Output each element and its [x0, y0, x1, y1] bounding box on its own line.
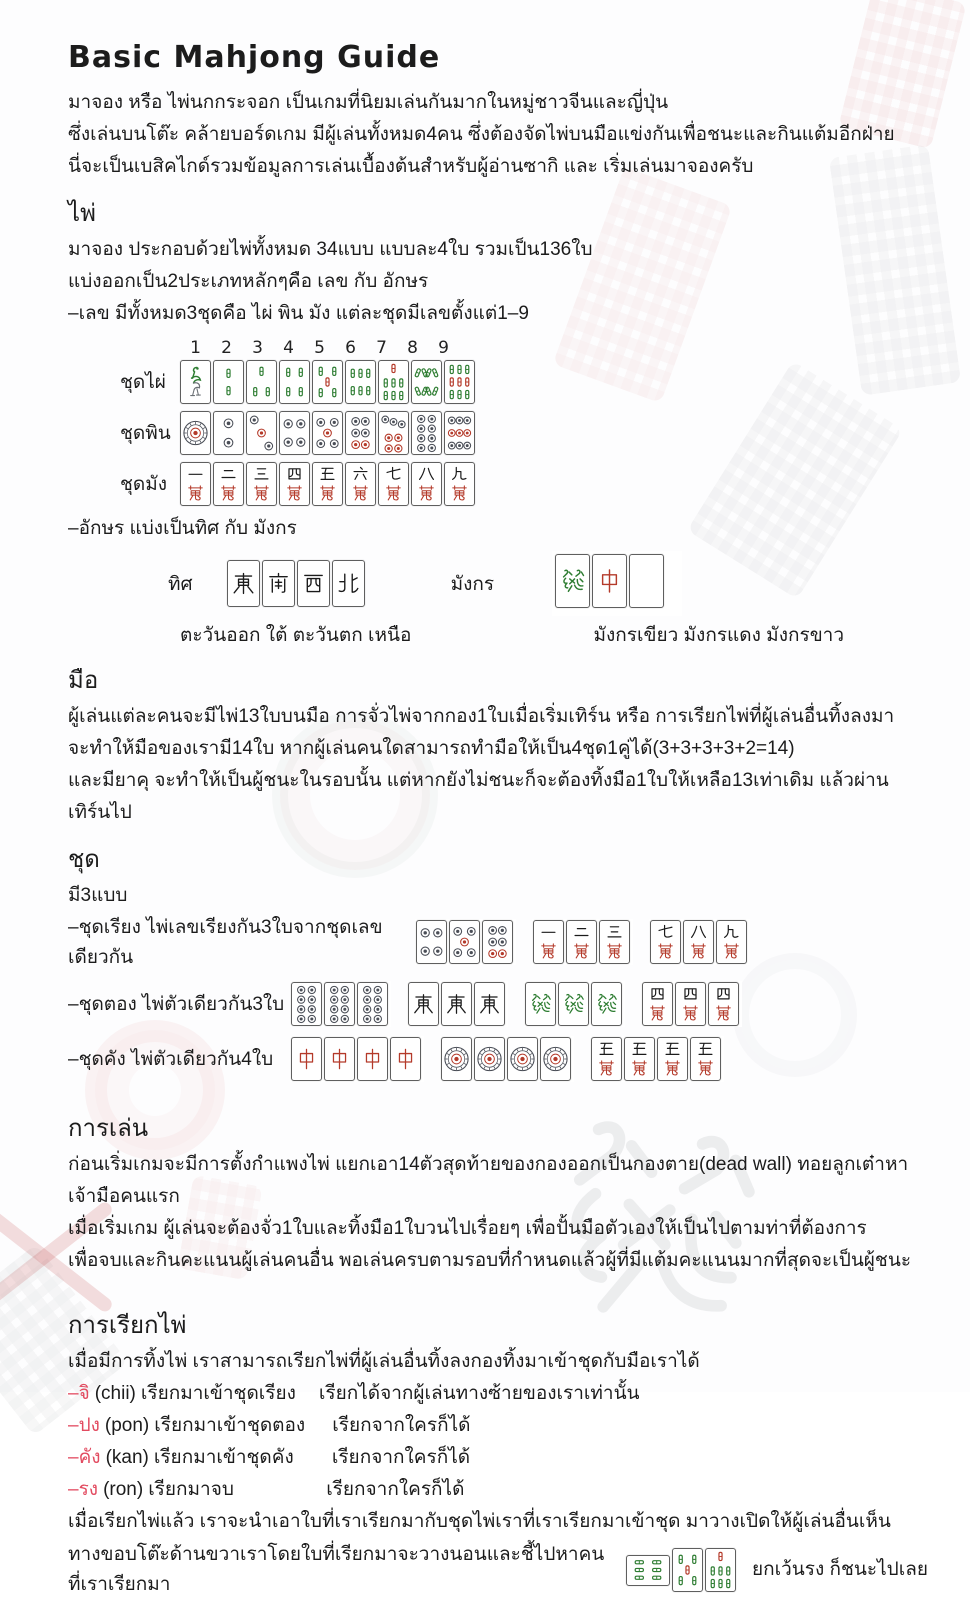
mahjong-tile-m5	[690, 1037, 721, 1081]
tile-group	[649, 919, 750, 965]
winds-dragons-row	[68, 551, 928, 616]
call-roman: (kan)	[105, 1447, 149, 1468]
intro-line: มาจอง หรือ ไพ่นกกระจอก เป็นเกมที่นิยมเล่นกันมากในหมู่ชาวจีนและญี่ปุ่น	[68, 92, 669, 113]
tile-number-label: 2	[221, 338, 232, 358]
mahjong-tile-m4	[642, 982, 673, 1026]
tile-group	[415, 919, 516, 965]
run-set-row	[68, 912, 928, 972]
call-desc: เรียกมาเข้าชุดเรียง	[140, 1383, 296, 1404]
mahjong-tile-m4	[708, 982, 739, 1026]
tile-group	[440, 1036, 574, 1082]
tile-group	[180, 462, 477, 506]
mahjong-tile-wS	[262, 560, 295, 607]
mahjong-tile-b6	[345, 360, 376, 404]
mahjong-tile-m4	[675, 982, 706, 1026]
intro-line: นี่จะเป็นเบสิคไกด์รวมข้อมูลการเล่นเบื้องต้นสำหรับผู้อ่านซากิ และ เริ่มเล่นมาจองครับ	[68, 156, 754, 177]
tile-number-labels	[180, 338, 928, 358]
mahjong-tile-b2	[213, 360, 244, 404]
set-label: –ชุดคัง ไพ่ตัวเดียวกัน4ใบ	[68, 1049, 274, 1070]
winds-label: ทิศ	[168, 573, 193, 595]
mahjong-tile-dG	[555, 554, 590, 608]
mahjong-tile-m3	[599, 920, 630, 964]
mahjong-tile-p6	[345, 411, 376, 455]
section-heading-sets: ชุด	[68, 846, 100, 873]
call-desc: เรียกมาเข้าชุดตอง	[154, 1415, 306, 1436]
tiles-line: แบ่งออกเป็น2ประเภทหลักๆคือ เลข กับ อักษร	[68, 271, 429, 292]
tile-number-label: 1	[190, 338, 201, 358]
dragons-label: มังกร	[450, 573, 495, 595]
call-roman: (ron)	[103, 1479, 144, 1500]
call-word: –จิ	[68, 1383, 90, 1404]
tiles-line: มาจอง ประกอบด้วยไพ่ทั้งหมด 34แบบ แบบละ4ใบ รวมเป็น136ใบ	[68, 239, 593, 260]
section-heading-hand: มือ	[68, 667, 99, 694]
mahjong-tile-b6-rotated	[626, 1555, 670, 1586]
mahjong-tile-wW	[297, 560, 330, 607]
mahjong-tile-m2	[566, 920, 597, 964]
section-heading-calls: การเรียกไพ่	[68, 1312, 187, 1339]
mahjong-tile-m2	[213, 462, 244, 506]
tile-number-label: 5	[314, 338, 325, 358]
mahjong-tile-dW	[629, 554, 664, 608]
call-desc: เรียกมาเข้าชุดคัง	[153, 1447, 294, 1468]
set-label: –ชุดตอง ไพ่ตัวเดียวกัน3ใบ	[68, 994, 285, 1015]
tile-group	[407, 981, 508, 1027]
character-suit-row	[68, 462, 928, 506]
call-line-ron	[68, 1474, 928, 1506]
call-rule: เรียกจากใครก็ได้	[331, 1447, 471, 1468]
section-heading-play: การเล่น	[68, 1115, 149, 1142]
mahjong-tile-m3	[246, 462, 277, 506]
mahjong-tile-p1	[474, 1037, 505, 1081]
mahjong-tile-p5	[449, 920, 480, 964]
mahjong-tile-b9	[444, 360, 475, 404]
mahjong-tile-p9	[444, 411, 475, 455]
mahjong-tile-m7	[650, 920, 681, 964]
tile-group	[290, 981, 391, 1027]
mahjong-tile-p4	[279, 411, 310, 455]
mahjong-tile-m8	[411, 462, 442, 506]
mahjong-tile-m7	[378, 462, 409, 506]
mahjong-tile-wN	[332, 560, 365, 607]
mahjong-tile-p1	[441, 1037, 472, 1081]
tile-number-label: 9	[438, 338, 449, 358]
page-title: Basic Mahjong Guide	[68, 40, 441, 75]
dragon-tile-group	[555, 554, 666, 608]
number-suits-line: –เลข มีทั้งหมด3ชุดคือ ไผ่ พิน มัง แต่ละชุดมีเลขตั้งแต่1–9	[68, 303, 529, 324]
mahjong-tile-dG	[525, 982, 556, 1026]
mahjong-tile-p8	[291, 982, 322, 1026]
mahjong-tile-m9	[444, 462, 475, 506]
letters-line: –อักษร แบ่งเป็นทิศ กับ มังกร	[68, 518, 297, 539]
called-meld-tile-group	[624, 1546, 740, 1594]
call-rule: เรียกได้จากผู้เล่นทางซ้ายของเราเท่านั้น	[318, 1383, 640, 1404]
mahjong-tile-m1	[180, 462, 211, 506]
call-word: –ปง	[68, 1415, 100, 1436]
call-rule: เรียกจากใครก็ได้	[326, 1479, 465, 1500]
tile-group	[180, 360, 477, 404]
mahjong-tile-p8	[411, 411, 442, 455]
closing-row	[68, 1540, 928, 1600]
mahjong-tile-m6	[345, 462, 376, 506]
mahjong-tile-m9	[716, 920, 747, 964]
circle-suit-row	[68, 411, 928, 455]
play-line: เพื่อจบและกินคะแนนผู้เล่นคนอื่น พอเล่นครบตามรอบที่กำหนดแล้วผู้ที่มีแต้มคะแนนมากที่สุดจะเป็นผู้ชนะ	[68, 1250, 912, 1271]
hand-line: ผู้เล่นแต่ละคนจะมีไพ่13ใบบนมือ การจั่วไพ่จากกอง1ใบเมื่อเริ่มเทิร์น หรือ การเรียกไพ่ที่ผู้เล่นอื่นทิ้งลงมา	[68, 706, 895, 727]
mahjong-tile-dG	[558, 982, 589, 1026]
mahjong-tile-p8	[357, 982, 388, 1026]
tile-number-label: 6	[345, 338, 356, 358]
tile-group	[532, 919, 633, 965]
mahjong-tile-m4	[279, 462, 310, 506]
wind-tile-group	[227, 560, 367, 607]
call-line-pon	[68, 1410, 928, 1442]
closing-tail: ยกเว้นรง ก็ชนะไปเลย	[751, 1559, 928, 1580]
call-word: –รง	[68, 1479, 99, 1500]
mahjong-tile-p7	[378, 411, 409, 455]
tile-group	[180, 411, 477, 455]
tile-group	[641, 981, 742, 1027]
mahjong-tile-dG	[591, 982, 622, 1026]
mahjong-tile-dR	[324, 1037, 355, 1081]
mahjong-tile-m5	[657, 1037, 688, 1081]
set-label: –ชุดเรียง ไพ่เลขเรียงกัน3ใบจากชุดเลขเดียวกัน	[68, 917, 383, 968]
tile-number-label: 4	[283, 338, 294, 358]
play-line: เมื่อเริ่มเกม ผู้เล่นจะต้องจั่ว1ใบและทิ้งมือ1ใบวนไปเรื่อยๆ เพื่อปั้นมือตัวเองให้เป็นไปตามท่าที่ต้องการ	[68, 1218, 867, 1239]
mahjong-tile-p6	[482, 920, 513, 964]
call-roman: (pon)	[104, 1415, 150, 1436]
winds-caption: ตะวันออก ใต้ ตะวันตก เหนือ	[180, 625, 412, 646]
calls-intro: เมื่อมีการทิ้งไพ่ เราสามารถเรียกไพ่ที่ผู้เล่นอื่นทิ้งลงกองทิ้งมาเข้าชุดกับมือเราได้	[68, 1351, 700, 1372]
mahjong-tile-dR	[291, 1037, 322, 1081]
closing-line2: ทางขอบโต๊ะด้านขวาเราโดยใบที่เรียกมาจะวางนอนและชี้ไปหาคนที่เราเรียกมา	[68, 1544, 605, 1595]
tile-group	[524, 981, 625, 1027]
intro-line: ซึ่งเล่นบนโต๊ะ คล้ายบอร์ดเกม มีผู้เล่นทั้งหมด4คน ซึ่งต้องจัดไพ่บนมือแข่งกันเพื่อชนะและกินแต้มอีกฝ่าย	[68, 124, 895, 145]
mahjong-tile-p3	[246, 411, 277, 455]
tile-group	[290, 1036, 424, 1082]
tile-number-label: 8	[407, 338, 418, 358]
mahjong-tile-dR	[390, 1037, 421, 1081]
mahjong-tile-dR	[357, 1037, 388, 1081]
suit-label: ชุดพิน	[120, 423, 171, 444]
mahjong-tile-wE	[227, 560, 260, 607]
suit-label: ชุดไผ่	[120, 372, 166, 393]
triplet-set-row	[68, 981, 928, 1027]
mahjong-tile-b8	[411, 360, 442, 404]
call-line-chii	[68, 1378, 928, 1410]
tile-group	[590, 1036, 724, 1082]
call-rule: เรียกจากใครก็ได้	[332, 1415, 471, 1436]
call-roman: (chii)	[94, 1383, 136, 1404]
dragons-caption: มังกรเขียว มังกรแดง มังกรขาว	[593, 625, 845, 646]
mahjong-tile-b5	[672, 1548, 703, 1592]
hand-line: และมียาคุ จะทำให้เป็นผู้ชนะในรอบนั้น แต่หากยังไม่ชนะก็จะต้องทิ้งมือ1ใบให้เหลือ13เท่าเดิม แล้วผ่านเทิร์นไป	[68, 770, 889, 823]
mahjong-tile-p2	[213, 411, 244, 455]
mahjong-tile-b7	[378, 360, 409, 404]
mahjong-tile-wE	[441, 982, 472, 1026]
mahjong-tile-m8	[683, 920, 714, 964]
mahjong-tile-dR	[592, 554, 627, 608]
mahjong-tile-b1	[180, 360, 211, 404]
suit-label: ชุดมัง	[120, 474, 168, 495]
section-heading-tiles: ไพ่	[68, 200, 96, 227]
tile-captions	[68, 620, 928, 650]
call-line-kan	[68, 1442, 928, 1474]
mahjong-tile-b4	[279, 360, 310, 404]
mahjong-tile-b5	[312, 360, 343, 404]
mahjong-tile-wE	[474, 982, 505, 1026]
mahjong-tile-p1	[180, 411, 211, 455]
mahjong-tile-p8	[324, 982, 355, 1026]
tile-number-label: 3	[252, 338, 263, 358]
closing-line: เมื่อเรียกไพ่แล้ว เราจะนำเอาใบที่เราเรียกมากับชุดไพ่เราที่เราเรียกมาเข้าชุด มาวางเปิดให้ผู้เล่นอื่นเห็น	[68, 1511, 891, 1532]
mahjong-tile-m5	[312, 462, 343, 506]
hand-line: จะทำให้มือของเรามี14ใบ หากผู้เล่นคนใดสามารถทำมือให้เป็น4ชุด1คู่ได้(3+3+3+3+2=14)	[68, 738, 795, 759]
mahjong-tile-b7	[705, 1548, 736, 1592]
mahjong-tile-m1	[533, 920, 564, 964]
mahjong-tile-b3	[246, 360, 277, 404]
mahjong-tile-m5	[624, 1037, 655, 1081]
mahjong-tile-p1	[540, 1037, 571, 1081]
mahjong-tile-p5	[312, 411, 343, 455]
dragon-tile-strip	[552, 551, 682, 616]
mahjong-tile-m5	[591, 1037, 622, 1081]
call-word: –คัง	[68, 1447, 101, 1468]
bamboo-suit-row	[68, 360, 928, 404]
tile-number-label: 7	[376, 338, 387, 358]
kan-set-row	[68, 1036, 928, 1082]
mahjong-tile-p4	[416, 920, 447, 964]
play-line: ก่อนเริ่มเกมจะมีการตั้งกำแพงไพ่ แยกเอา14ตัวสุดท้ายของกองออกเป็นกองตาย(dead wall) ทอยลูกเต๋าหาเจ้ามือคนแรก	[68, 1154, 909, 1207]
call-desc: เรียกมาจบ	[148, 1479, 234, 1500]
mahjong-tile-p1	[507, 1037, 538, 1081]
mahjong-tile-wE	[408, 982, 439, 1026]
sets-subline: มี3แบบ	[68, 885, 128, 906]
